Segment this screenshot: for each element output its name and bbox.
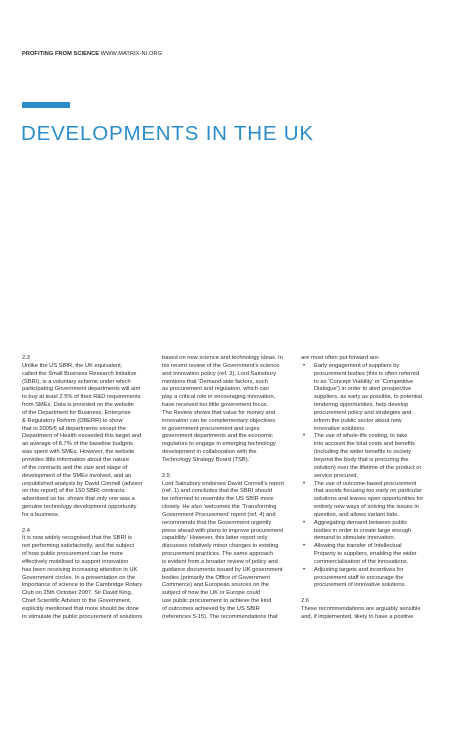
text-line: explicitly mentioned that more should be done xyxy=(22,606,139,612)
section-2-6-body xyxy=(301,606,434,622)
text-line: Chief Scientific Advisor to the Government, xyxy=(22,598,132,605)
text-line: Aggregating demand between public xyxy=(314,519,408,526)
text-line: inform the public sector about new xyxy=(314,417,402,424)
text-line: (including the wider benefits to society xyxy=(314,449,412,456)
list-item xyxy=(301,520,434,544)
list-item xyxy=(301,363,434,434)
bullet-icon: • xyxy=(303,543,306,550)
text-line: Technology Strategy Board (TSB).’ xyxy=(162,456,251,463)
text-line: importance of science to the Cambridge Rotary xyxy=(22,582,143,589)
text-line: closely. He also ‘welcomes the ‘Transforming xyxy=(162,504,277,511)
text-line: beyond the body that is procuring the xyxy=(314,456,409,463)
text-line: based on new science and technology ideas. In xyxy=(162,355,283,361)
text-line: subject of how the UK or Europe could xyxy=(162,590,261,597)
text-line: use public procurement to achieve the kind xyxy=(162,598,272,605)
section-2-4-body xyxy=(22,535,153,621)
section-2-4-continued-body xyxy=(162,355,293,465)
text-line: be reformed to resemble the US SBIR more xyxy=(162,496,274,503)
text-line: from SMEs. Data is provided on the website xyxy=(22,402,134,409)
section-2-4-continued xyxy=(162,355,293,465)
text-line: Commerce) and European sources on the xyxy=(162,582,270,589)
text-line: Government circles. In a presentation on the xyxy=(22,574,136,581)
section-2-5 xyxy=(162,473,293,622)
text-line: Department of Health exceeded this target and xyxy=(22,433,142,440)
text-line: innovation can be complementary objectives xyxy=(162,417,276,424)
text-line: question, and allows variant bids. xyxy=(314,511,399,518)
text-line: & Regulatory Reform (DBERR) to show xyxy=(22,417,123,424)
section-2-4 xyxy=(22,528,153,622)
text-line: discusses relatively minor changes to existing xyxy=(162,543,279,550)
text-line: suppliers, as early as possible, to potential xyxy=(314,394,423,401)
text-line: Club on 25th October 2007, Sir David King, xyxy=(22,590,133,597)
text-line: (SBRI), is a voluntary scheme under which xyxy=(22,378,131,385)
text-line: advertised so far, shows that only one was a xyxy=(22,496,135,503)
text-line: unpublished analysis by David Connell (advisor xyxy=(22,480,143,487)
bullet-icon: • xyxy=(303,566,306,573)
recommendation-list xyxy=(301,363,434,590)
section-2-3 xyxy=(22,355,153,520)
text-line: procurement staff to encourage the xyxy=(314,574,404,581)
text-line: of the Department for Business, Enterprise xyxy=(22,409,131,416)
text-line: (ref. 1) and concludes that the SBRI should xyxy=(162,488,272,495)
text-line: procurement bodies (this is often referred xyxy=(314,370,420,377)
text-line: guidance documents issued by UK government xyxy=(162,566,283,573)
section-2-6 xyxy=(301,598,434,622)
text-line: not performing satisfactorily, and the subject xyxy=(22,543,135,550)
section-2-5-body xyxy=(162,481,293,622)
text-line: service procured. xyxy=(314,472,359,479)
text-line: genuine technology development opportunity xyxy=(22,504,137,511)
list-item xyxy=(301,543,434,567)
text-line: It is now widely recognised that the SBRI is xyxy=(22,535,132,542)
text-line: Dialogue’) in order to alert prospective xyxy=(314,386,412,393)
text-line: press ahead with plans to improve procurement xyxy=(162,527,284,534)
column-1 xyxy=(22,355,153,630)
accent-bar xyxy=(22,102,70,108)
text-line: of outcomes achieved by the US SBIR xyxy=(162,606,260,612)
text-line: Adjusting targets and incentives for xyxy=(314,566,404,573)
section-number: 2.4 xyxy=(22,527,30,534)
text-line: procurement of innovative solutions. xyxy=(314,582,407,589)
text-line: solution) over the lifetime of the product or xyxy=(314,464,422,471)
list-item xyxy=(301,433,434,480)
text-line: is evident from a broader review of policy and xyxy=(162,558,278,565)
section-number: 2.6 xyxy=(301,598,309,605)
text-line: Allowing the transfer of Intellectual xyxy=(314,543,402,550)
section-number: 2.3 xyxy=(22,355,30,361)
text-line: and, if implemented, likely to have a positive xyxy=(301,613,414,620)
section-2-3-body xyxy=(22,363,153,520)
text-line: has been receiving increasing attention in UK xyxy=(22,566,138,573)
text-line: mentions that ‘Demand-side factors, such xyxy=(162,378,268,385)
text-line: of the contracts and the size and stage of xyxy=(22,464,128,471)
text-line: Lord Sainsbury endorses David Connell’s report xyxy=(162,480,284,487)
text-line: The Review shows that value for money and xyxy=(162,409,276,416)
text-line: effectively mobilised to support innovation xyxy=(22,558,129,565)
text-line: into account the total costs and benefits xyxy=(314,441,416,448)
text-line: and innovation policy (ref. 3), Lord Sainsbury xyxy=(162,370,277,377)
text-line: These recommendations are arguably sensible xyxy=(301,606,421,612)
list-item xyxy=(301,481,434,520)
text-line: development in collaboration with the xyxy=(162,449,257,456)
text-line: government departments and the economic xyxy=(162,433,273,440)
text-line: regulators to engage in emerging technology xyxy=(162,441,276,448)
text-line: on this report) of the 150 SBRI contracts xyxy=(22,488,125,495)
column-2 xyxy=(162,355,293,630)
text-line: recommends that the Government urgently xyxy=(162,519,272,526)
text-line: provides little information about the nature xyxy=(22,456,130,463)
text-line: as procurement and regulation, which can xyxy=(162,386,269,393)
text-line: bodies (primarily the Office of Government xyxy=(162,574,270,581)
text-line: that avoids focusing too early on particular xyxy=(314,488,422,495)
text-line: tendering opportunities, help develop xyxy=(314,402,409,409)
text-line: capability.’ However, this latter report only xyxy=(162,535,268,542)
text-line: for a business. xyxy=(22,511,60,518)
text-line: Property to suppliers, enabling the wider xyxy=(314,551,417,558)
text-line: Unlike the US SBIR, the UK equivalent, xyxy=(22,362,123,369)
column-3 xyxy=(301,355,434,630)
text-line: The use of outcome-based procurement xyxy=(314,480,417,487)
text-line: in government procurement and urges xyxy=(162,425,260,432)
text-line: commercialisation of the innovations. xyxy=(314,558,409,565)
text-line: to stimulate the public procurement of solutions xyxy=(22,613,143,620)
text-line: of how public procurement can be more xyxy=(22,551,123,558)
text-line: that in 2005/6 all departments except the xyxy=(22,425,126,432)
text-line: procurement policy and strategies and xyxy=(314,409,412,416)
running-head-section: PROFITING FROM SCIENCE xyxy=(22,51,100,57)
running-head xyxy=(22,51,162,57)
text-line: solutions and leaves open opportunities for xyxy=(314,496,424,503)
text-line: Government Procurement’ report (ref. 4) and xyxy=(162,511,276,518)
text-line: play a critical role in encouraging innovation, xyxy=(162,394,276,401)
text-line: to buy at least 2.5% of their R&D requirements xyxy=(22,394,141,401)
text-line: demand to stimulate innovation. xyxy=(314,535,396,542)
text-line: to as ‘Concept Viability’ or ‘Competitive xyxy=(314,378,414,385)
text-line: called the Small Business Research Initiative xyxy=(22,370,137,377)
text-line: an average of 8.7% of the baseline budgets xyxy=(22,441,133,448)
text-line: entirely new ways of solving the issues in xyxy=(314,504,419,511)
text-line: The use of whole-life costing, to take xyxy=(314,433,408,440)
text-line: (references 5-15). The recommendations that xyxy=(162,613,278,620)
section-number: 2.5 xyxy=(162,472,170,479)
bullet-icon: • xyxy=(303,433,306,440)
text-line: bodies in order to create large enough xyxy=(314,527,412,534)
bullet-icon: • xyxy=(303,519,306,526)
text-line: participating Government departments will aim xyxy=(22,386,141,393)
bullet-icon: • xyxy=(303,362,306,369)
text-line: have received too little government focus. xyxy=(162,402,269,409)
text-line: innovative solutions. xyxy=(314,425,366,432)
text-line: Early engagement of suppliers by xyxy=(314,362,400,369)
text-line: procurement practices. The same approach xyxy=(162,551,274,558)
bullet-icon: • xyxy=(303,480,306,487)
text-line: his recent review of the Government’s science xyxy=(162,362,280,369)
list-item xyxy=(301,567,434,591)
text-line: was spent with SMEs. However, the website xyxy=(22,449,135,456)
page-title: DEVELOPMENTS IN THE UK xyxy=(21,122,314,145)
list-intro: are most often put forward are: xyxy=(301,355,380,361)
text-line: development of the SMEs involved, and an xyxy=(22,472,132,479)
running-head-url: WWW.MATRIX-NI.ORG xyxy=(100,51,163,57)
